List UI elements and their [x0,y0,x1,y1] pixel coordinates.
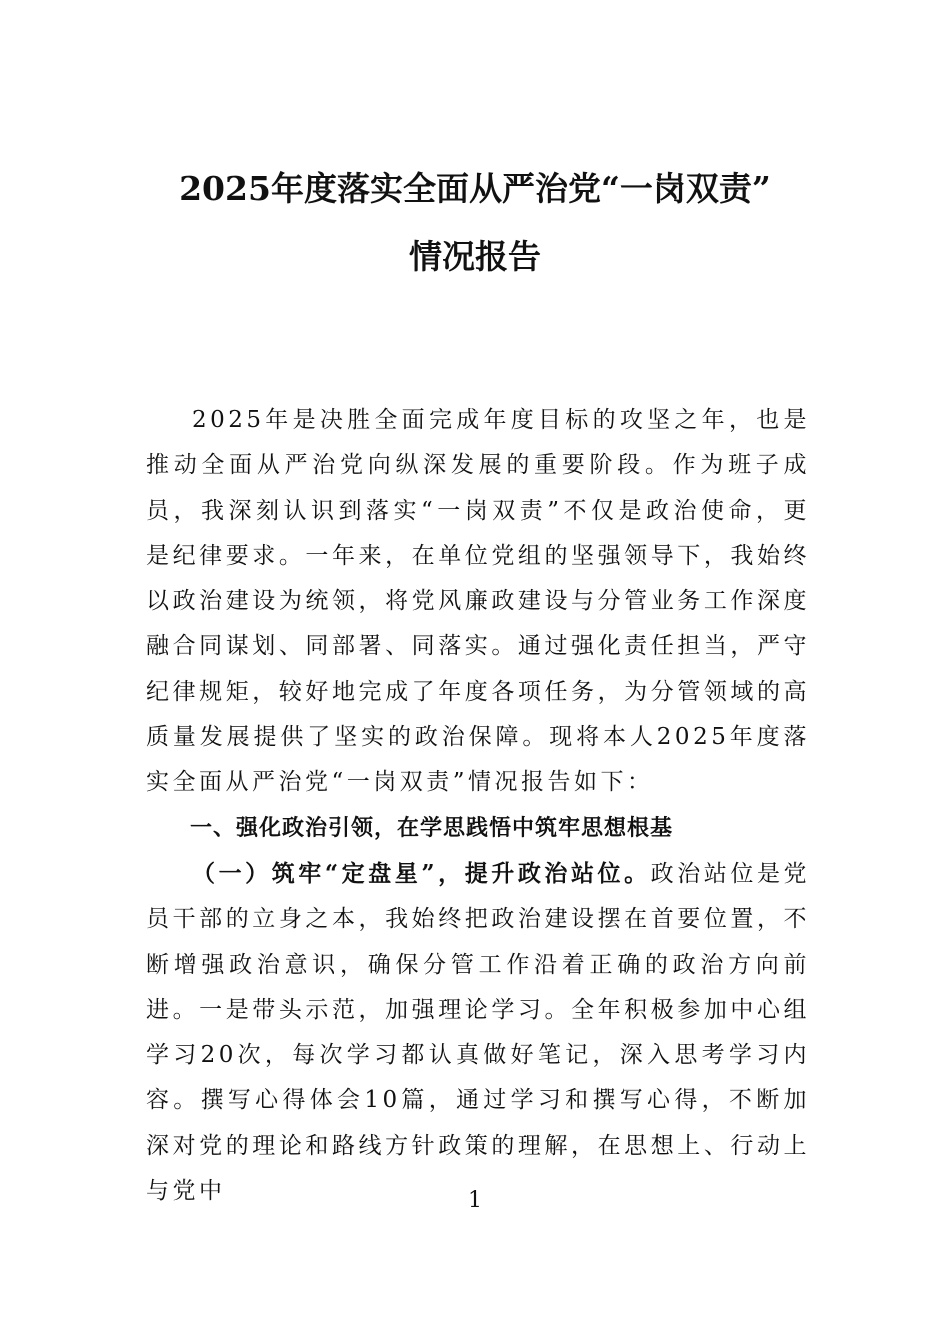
subsection-1-paragraph [146,851,810,1214]
intro-paragraph: 2025年是决胜全面完成年度目标的攻坚之年，也是推动全面从严治党向纵深发展的重要阶段。作为班子成员，我深刻认识到落实“一岗双责”不仅是政治使命，更是纪律要求。一年来，在单位党组的坚强领导下，我始终以政治建设为统领，将党风廉政建设与分管业务工作深度融合同谋划、同部署、同落实。通过强化责任担当，严守纪律规矩，较好地完成了年度各项任务，为分管领域的高质量发展提供了坚实的政治保障。现将本人2025年度落实全面从严治党“一岗双责”情况报告如下： [146,407,810,796]
document-title-line-1: 2025年度落实全面从严治党“一岗双责” [179,169,771,208]
document-title-line-2: 情况报告 [409,237,541,276]
subsection-1-text: 政治站位是党员干部的立身之本，我始终把政治建设摆在首要位置，不断增强政治意识，确保分管工作沿着正确的政治方向前进。一是带头示范，加强理论学习。全年积极参加中心组学习20次，每次学习都认真做好笔记，深入思考学习内容。撰写心得体会10篇，通过学习和撰写心得，不断加深对党的理论和路线方针政策的理解，在思想上、行动上与党中 [146,860,811,1205]
document-body [146,398,810,1214]
page-number: 1 [468,1188,482,1213]
section-1-heading: 一、强化政治引领，在学思践悟中筑牢思想根基 [190,815,674,841]
subsection-1-heading: （一）筑牢“定盘星”，提升政治站位。 [192,859,651,887]
